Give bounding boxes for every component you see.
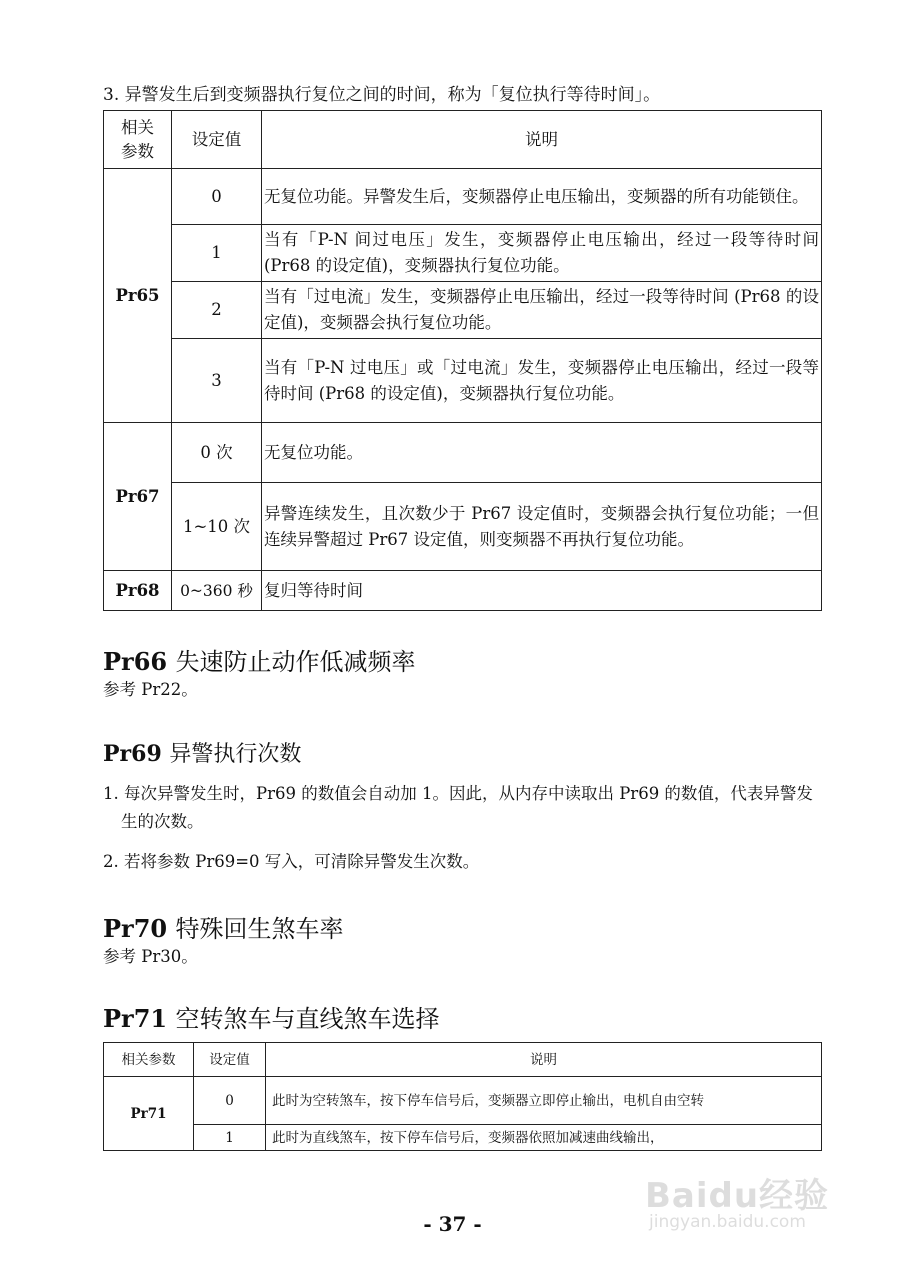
desc-cell: 无复位功能。: [262, 423, 822, 483]
desc-cell: 当有「过电流」发生，变频器停止电压输出，经过一段等待时间 (Pr68 的设定值)，变频器会执行复位功能。: [262, 282, 822, 339]
table-row: [104, 282, 822, 339]
desc-cell: 此时为空转煞车，按下停车信号后，变频器立即停止输出，电机自由空转: [266, 1077, 822, 1125]
header-setting-value: 设定值: [194, 1043, 266, 1077]
page-number: - 37 -: [423, 1212, 482, 1236]
table-row: [104, 483, 822, 571]
value-cell: 1: [194, 1125, 266, 1151]
value-cell: 0: [194, 1077, 266, 1125]
desc-cell: 此时为直线煞车，按下停车信号后，变频器依照加减速曲线输出，: [266, 1125, 822, 1151]
section-text-pr70: 参考 Pr30。: [103, 947, 198, 966]
value-cell: 0 次: [172, 423, 262, 483]
value-cell: 0~360 秒: [172, 571, 262, 611]
desc-cell: 复归等待时间: [262, 571, 822, 611]
section-heading-pr69: Pr69 异警执行次数: [103, 741, 302, 767]
table-row: [104, 339, 822, 423]
table-row: [104, 1077, 822, 1125]
brake-mode-table: [103, 1042, 822, 1151]
table-row: [104, 571, 822, 611]
header-description: 说明: [266, 1043, 822, 1077]
param-cell-pr68: Pr68: [104, 571, 172, 611]
desc-cell: 当有「P-N 过电压」或「过电流」发生，变频器停止电压输出，经过一段等待时间 (Pr68 的设定值)，变频器执行复位功能。: [262, 339, 822, 423]
list-item: 2. 若将参数 Pr69=0 写入，可清除异警发生次数。: [103, 852, 480, 871]
param-cell-pr67: Pr67: [104, 423, 172, 571]
param-cell-pr71: Pr71: [104, 1077, 194, 1151]
value-cell: 1: [172, 225, 262, 282]
intro-paragraph: 3. 异警发生后到变频器执行复位之间的时间，称为「复位执行等待时间」。: [103, 85, 661, 105]
reset-params-table: [103, 110, 822, 611]
watermark-url: jingyan.baidu.com: [649, 1212, 806, 1232]
list-item: 1. 每次异警发生时，Pr69 的数值会自动加 1。因此，从内存中读取出 Pr69 的数值，代表异警发生的次数。: [103, 784, 813, 831]
desc-cell: 异警连续发生，且次数少于 Pr67 设定值时，变频器会执行复位功能；一但连续异警超过 Pr67 设定值，则变频器不再执行复位功能。: [262, 483, 822, 571]
header-related-params: 相关参数: [104, 1043, 194, 1077]
param-cell-pr65: Pr65: [104, 169, 172, 423]
header-related-params: 相关参数: [104, 111, 172, 169]
value-cell: 1~10 次: [172, 483, 262, 571]
table-row: [104, 225, 822, 282]
watermark-brand: Baidu经验: [645, 1176, 830, 1216]
table-header-row: [104, 111, 822, 169]
value-cell: 3: [172, 339, 262, 423]
section-heading-pr66: Pr66 失速防止动作低减频率: [103, 647, 416, 676]
value-cell: 2: [172, 282, 262, 339]
section-heading-pr71: Pr71 空转煞车与直线煞车选择: [103, 1004, 440, 1033]
header-description: 说明: [262, 111, 822, 169]
desc-cell: 当有「P-N 间过电压」发生，变频器停止电压输出，经过一段等待时间 (Pr68 的设定值)，变频器执行复位功能。: [262, 225, 822, 282]
section-heading-pr70: Pr70 特殊回生煞车率: [103, 914, 344, 943]
document-page: [103, 82, 823, 1151]
table-row: [104, 423, 822, 483]
section-text-pr66: 参考 Pr22。: [103, 680, 198, 699]
baidu-watermark: [645, 1168, 875, 1248]
table-row: [104, 1125, 822, 1151]
table-header-row: [104, 1043, 822, 1077]
table-row: [104, 169, 822, 225]
value-cell: 0: [172, 169, 262, 225]
header-setting-value: 设定值: [172, 111, 262, 169]
desc-cell: 无复位功能。异警发生后，变频器停止电压输出，变频器的所有功能锁住。: [262, 169, 822, 225]
